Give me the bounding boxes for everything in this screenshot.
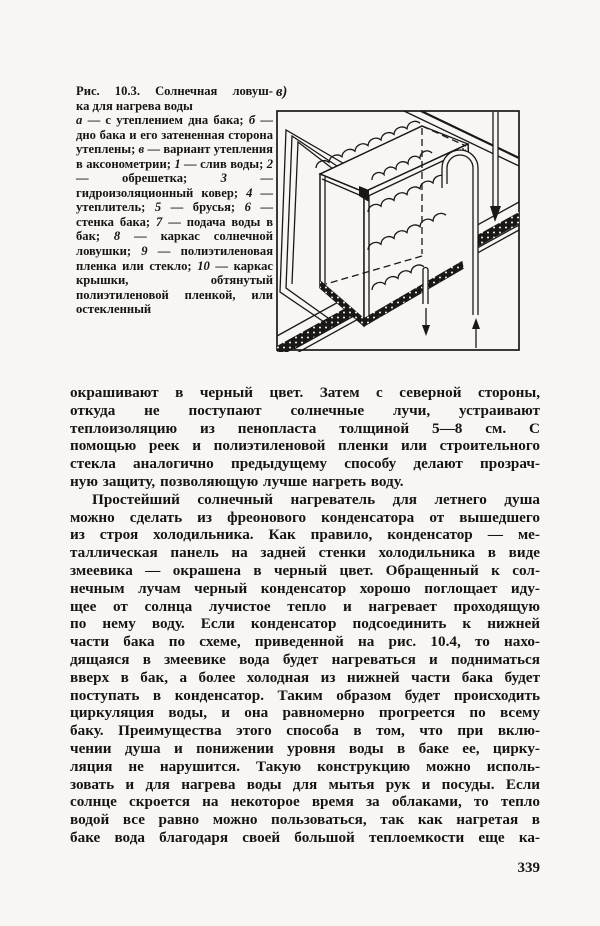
body-text-line: ную защиту, позволяющую лучше нагреть воду. xyxy=(70,472,404,490)
legend-marker: 2 xyxy=(266,156,273,171)
body-text-line: дящаяся в змеевике вода будет нагреваться и подниматься xyxy=(70,650,540,668)
body-text-line: циркуляция воды, и она равномерно прогреется по всему xyxy=(70,704,540,722)
caption-title-line: Рис. 10.3. Солнечная ловуш- xyxy=(76,84,273,98)
water-supply-arrow-icon xyxy=(472,318,480,348)
legend-marker: 10 xyxy=(197,258,210,273)
legend-marker: 6 xyxy=(244,200,251,215)
body-text-line: водой все равно можно пользоваться, так как нагретая в xyxy=(70,811,540,829)
body-text-line: по нему воду. Если конденсатор подсоединить к нижней xyxy=(70,615,540,633)
solar-trap-axonometric-drawing xyxy=(276,110,520,352)
legend-marker: 3 xyxy=(220,171,227,186)
body-text-line: можно сделать из фреонового конденсатора от вышедшего xyxy=(70,508,540,526)
figure-caption-title xyxy=(76,84,273,113)
figure-part-label: в) xyxy=(276,84,288,100)
body-text-line: стекла аналогично предыдущему способу делают прозрач- xyxy=(70,455,540,473)
legend-marker: 5 xyxy=(154,200,162,215)
body-text-line: чении душа и понижении уровня воды в баке ее, цирку- xyxy=(70,739,540,757)
body-text-line: теплоизоляцию из пенопласта толщиной 5—8 см. С xyxy=(70,419,540,437)
figure-caption xyxy=(76,84,273,317)
legend-marker: 4 xyxy=(246,185,253,200)
legend-marker: 1 xyxy=(174,156,181,171)
body-text-line: нечным лучам черный конденсатор хорошо поглощает иду- xyxy=(70,579,540,597)
body-text-line: щее от солнца лучистое тепло и нагревает проходящую xyxy=(70,597,540,615)
legend-marker: б xyxy=(248,113,256,128)
legend-marker: 7 xyxy=(156,214,163,229)
body-text-line: вверх в бак, а более холодная из нижней части бака будет xyxy=(70,668,540,686)
figure-caption-legend: а — с утеплением дна бака; б — дно бака и его затененная сторона утеплены; в — вариант утепления в аксонометрии; 1 — слив воды; 2 — обрешетка; 3 — гидроизоляционный ковер; 4 — утеплитель; 5 — брусья; 6 — стенка бака; 7 — подача воды в бак; 8 — каркас солнечной ловушки; 9 — полиэтиленовая пленка или стекло; 10 — каркас крышки, обтянутый полиэтиленовой пленкой, или остекленный xyxy=(76,113,274,317)
body-text-line: Простейший солнечный нагреватель для летнего душа xyxy=(92,490,540,508)
body-text-line: ляция не нарушится. Такую конструкцию можно исполь- xyxy=(70,757,540,775)
body-text-line: солнце скроется на некоторое время за облаками, то тепло xyxy=(70,793,540,811)
caption-title-line: ка для нагрева воды xyxy=(76,98,193,113)
body-text-line: таллическая панель на задней стенки холодильника в виде xyxy=(70,544,540,562)
body-text-line: баку. Преимущества этого способа в том, что при вклю- xyxy=(70,722,540,740)
legend-marker: 8 xyxy=(113,229,121,244)
body-text-line: баке вода благодаря своей большой теплоемкости еще ка- xyxy=(70,828,540,846)
water-drain-arrow-icon xyxy=(422,308,430,336)
body-text-line: зовать и для нагрева воды для мытья рук и посуды. Если xyxy=(70,775,540,793)
legend-marker: а xyxy=(76,113,83,128)
legend-marker: в xyxy=(138,142,145,157)
right-vertical-pipe xyxy=(490,112,501,222)
body-text-line: змеевика — окрашена в черный цвет. Обращенный к сол- xyxy=(70,561,540,579)
body-text-line: поступать в конденсатор. Таким образом будет происходить xyxy=(70,686,540,704)
water-drain-pipe xyxy=(423,268,428,305)
body-text-line: помощью реек и полиэтиленовой пленки или строительного xyxy=(70,437,540,455)
body-text-line: откуда не поступают солнечные лучи, устраивают xyxy=(70,401,540,419)
body-text xyxy=(70,384,540,847)
body-text-line: окрашивают в черный цвет. Затем с северной стороны, xyxy=(70,384,540,401)
legend-marker: 9 xyxy=(141,244,148,259)
body-text-line: из строя холодильника. Как правило, конденсатор — ме- xyxy=(70,526,540,544)
page-number: 339 xyxy=(517,860,540,876)
body-text-line: части бака по схеме, приведенной на рис. 10.4, то нахо- xyxy=(70,633,540,651)
